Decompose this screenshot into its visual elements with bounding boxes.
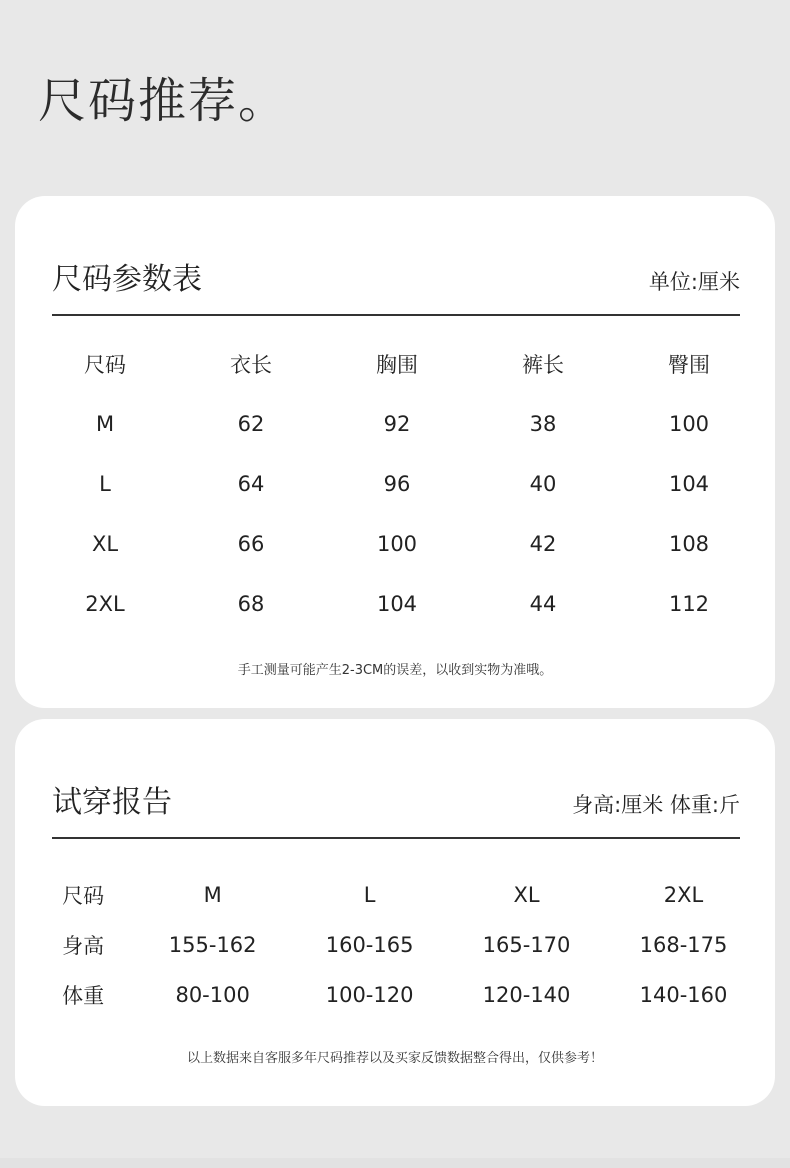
size-table-title: 尺码参数表	[52, 262, 202, 297]
table-cell: 168-175	[639, 933, 728, 957]
size-table	[32, 334, 762, 634]
fit-report-card	[15, 719, 775, 1106]
table-cell: 2XL	[663, 883, 704, 907]
table-cell: 120-140	[482, 983, 571, 1007]
table-row	[32, 920, 762, 970]
table-row	[32, 454, 762, 514]
size-table-unit: 单位:厘米	[648, 270, 740, 294]
table-cell: 104	[668, 472, 710, 496]
table-cell: 160-165	[325, 933, 414, 957]
table-cell: 108	[668, 532, 710, 556]
row-header: 尺码	[62, 884, 105, 908]
table-cell: L	[99, 472, 111, 496]
fit-report-table	[32, 870, 762, 1020]
table-cell: 38	[529, 412, 557, 436]
table-cell: 2XL	[85, 592, 125, 616]
table-row	[32, 870, 762, 920]
table-cell: 100-120	[325, 983, 414, 1007]
size-table-header	[52, 254, 740, 298]
table-cell: M	[95, 412, 115, 436]
table-cell: 62	[237, 412, 265, 436]
table-cell: XL	[91, 532, 119, 556]
divider	[52, 837, 740, 839]
table-cell: 100	[668, 412, 710, 436]
table-header-row	[32, 334, 762, 394]
table-cell: M	[203, 883, 222, 907]
table-cell: 165-170	[482, 933, 571, 957]
table-cell: 42	[529, 532, 557, 556]
bottom-strip	[0, 1158, 790, 1168]
page-title: 尺码推荐。	[38, 73, 289, 129]
table-cell: 40	[529, 472, 557, 496]
measurement-note: 手工测量可能产生2-3CM的误差，以收到实物为准哦。	[237, 663, 553, 678]
row-header: 体重	[62, 984, 105, 1008]
divider	[52, 314, 740, 316]
column-header: 衣长	[230, 353, 272, 377]
table-cell: 80-100	[175, 983, 250, 1007]
table-cell: 155-162	[168, 933, 257, 957]
column-header: 尺码	[84, 353, 126, 377]
table-cell: L	[363, 883, 376, 907]
table-cell: 64	[237, 472, 265, 496]
fit-report-header	[52, 777, 740, 821]
table-cell: 66	[237, 532, 265, 556]
column-header: 裤长	[522, 353, 564, 377]
fit-report-title: 试穿报告	[52, 785, 172, 820]
table-cell: 68	[237, 592, 265, 616]
fit-report-unit: 身高:厘米 体重:斤	[572, 793, 740, 817]
table-cell: 100	[376, 532, 418, 556]
table-row	[32, 970, 762, 1020]
table-cell: 112	[668, 592, 710, 616]
table-cell: 44	[529, 592, 557, 616]
table-cell: XL	[513, 883, 540, 907]
table-row	[32, 514, 762, 574]
table-row	[32, 574, 762, 634]
disclaimer-note: 以上数据来自客服多年尺码推荐以及买家反馈数据整合得出，仅供参考！	[186, 1051, 603, 1066]
table-cell: 104	[376, 592, 418, 616]
row-header: 身高	[62, 934, 105, 958]
column-header: 胸围	[376, 353, 418, 377]
table-cell: 96	[383, 472, 411, 496]
size-table-card	[15, 196, 775, 708]
table-cell: 92	[383, 412, 411, 436]
table-row	[32, 394, 762, 454]
table-cell: 140-160	[639, 983, 728, 1007]
column-header: 臀围	[668, 353, 710, 377]
